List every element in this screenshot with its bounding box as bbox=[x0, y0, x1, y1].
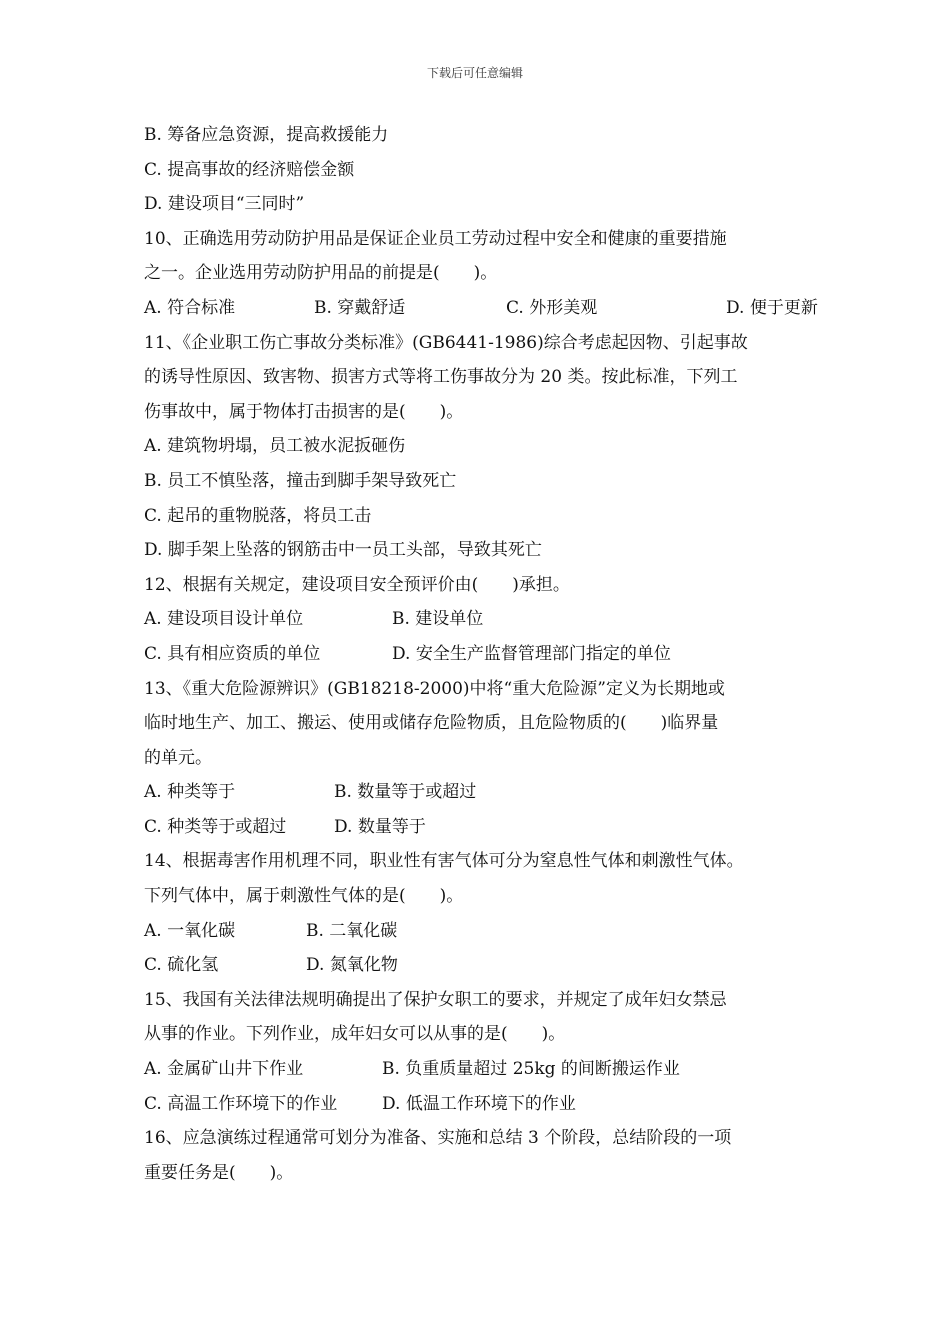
q12-options-row1 bbox=[144, 602, 824, 637]
q10-option-c: C. 外形美观 bbox=[506, 297, 598, 318]
q15-options-row1 bbox=[144, 1052, 824, 1087]
q14-options-row1 bbox=[144, 914, 824, 949]
q12-options-row2 bbox=[144, 637, 824, 672]
q12-option-b: B. 建设单位 bbox=[392, 609, 484, 630]
q13-text-line3: 的单元。 bbox=[144, 747, 212, 768]
q11-option-b: B. 员工不慎坠落，撞击到脚手架导致死亡 bbox=[144, 470, 457, 491]
q12-option-d: D. 安全生产监督管理部门指定的单位 bbox=[392, 643, 671, 664]
q15-option-b: B. 负重质量超过 25kg 的间断搬运作业 bbox=[382, 1059, 680, 1080]
q15-option-d: D. 低温工作环境下的作业 bbox=[382, 1093, 576, 1114]
q13-option-d: D. 数量等于 bbox=[334, 816, 426, 837]
q12-option-c: C. 具有相应资质的单位 bbox=[144, 643, 321, 664]
q14-option-b: B. 二氧化碳 bbox=[306, 920, 398, 941]
q14-text-line1: 14、根据毒害作用机理不同，职业性有害气体可分为窒息性气体和刺激性气体。 bbox=[144, 851, 744, 872]
q12-text-line1: 12、根据有关规定，建设项目安全预评价由( )承担。 bbox=[144, 574, 570, 595]
q13-options-row2 bbox=[144, 810, 824, 845]
q13-text-line1: 13、《重大危险源辨识》(GB18218-2000)中将“重大危险源”定义为长期地或 bbox=[144, 678, 725, 699]
q11-option-c: C. 起吊的重物脱落，将员工击 bbox=[144, 505, 372, 526]
q9-option-c: C. 提高事故的经济赔偿金额 bbox=[144, 159, 355, 180]
q13-option-b: B. 数量等于或超过 bbox=[334, 782, 477, 803]
q10-options bbox=[144, 291, 824, 326]
q13-option-a: A. 种类等于 bbox=[144, 782, 236, 803]
q11-option-d: D. 脚手架上坠落的钢筋击中一员工头部，导致其死亡 bbox=[144, 540, 542, 561]
q15-option-a: A. 金属矿山井下作业 bbox=[144, 1059, 304, 1080]
q12-option-a: A. 建设项目设计单位 bbox=[144, 609, 304, 630]
q10-option-a: A. 符合标准 bbox=[144, 297, 236, 318]
q15-options-row2 bbox=[144, 1087, 824, 1122]
q15-text-line1: 15、我国有关法律法规明确提出了保护女职工的要求，并规定了成年妇女禁忌 bbox=[144, 989, 727, 1010]
q13-text-line2: 临时地生产、加工、搬运、使用或储存危险物质，且危险物质的( )临界量 bbox=[144, 713, 719, 734]
q14-option-d: D. 氮氧化物 bbox=[306, 955, 398, 976]
q11-text-line2: 的诱导性原因、致害物、损害方式等将工伤事故分为 20 类。按此标准，下列工 bbox=[144, 367, 738, 388]
q15-option-c: C. 高温工作环境下的作业 bbox=[144, 1093, 338, 1114]
q11-text-line3: 伤事故中，属于物体打击损害的是( )。 bbox=[144, 401, 464, 422]
q13-options-row1 bbox=[144, 775, 824, 810]
q10-option-b: B. 穿戴舒适 bbox=[314, 297, 406, 318]
q16-text-line2: 重要任务是( )。 bbox=[144, 1162, 294, 1183]
q14-text-line2: 下列气体中，属于刺激性气体的是( )。 bbox=[144, 886, 464, 907]
q10-text-line1: 10、正确选用劳动防护用品是保证企业员工劳动过程中安全和健康的重要措施 bbox=[144, 228, 727, 249]
q11-option-a: A. 建筑物坍塌，员工被水泥扳砸伤 bbox=[144, 436, 406, 457]
q13-option-c: C. 种类等于或超过 bbox=[144, 816, 287, 837]
q11-text-line1: 11、《企业职工伤亡事故分类标准》(GB6441-1986)综合考虑起因物、引起事故 bbox=[144, 332, 748, 353]
q14-options-row2 bbox=[144, 948, 824, 983]
page-header: 下载后可任意编辑 bbox=[426, 66, 523, 80]
q10-option-d: D. 便于更新 bbox=[726, 297, 818, 318]
q10-text-line2: 之一。企业选用劳动防护用品的前提是( )。 bbox=[144, 263, 498, 284]
q14-option-c: C. 硫化氢 bbox=[144, 955, 219, 976]
q9-option-d: D. 建设项目“三同时” bbox=[144, 194, 305, 215]
q15-text-line2: 从事的作业。下列作业，成年妇女可以从事的是( )。 bbox=[144, 1024, 566, 1045]
q14-option-a: A. 一氧化碳 bbox=[144, 920, 236, 941]
q16-text-line1: 16、应急演练过程通常可划分为准备、实施和总结 3 个阶段，总结阶段的一项 bbox=[144, 1128, 732, 1149]
q9-option-b: B. 筹备应急资源，提高救援能力 bbox=[144, 125, 389, 145]
document-body bbox=[144, 118, 824, 1190]
